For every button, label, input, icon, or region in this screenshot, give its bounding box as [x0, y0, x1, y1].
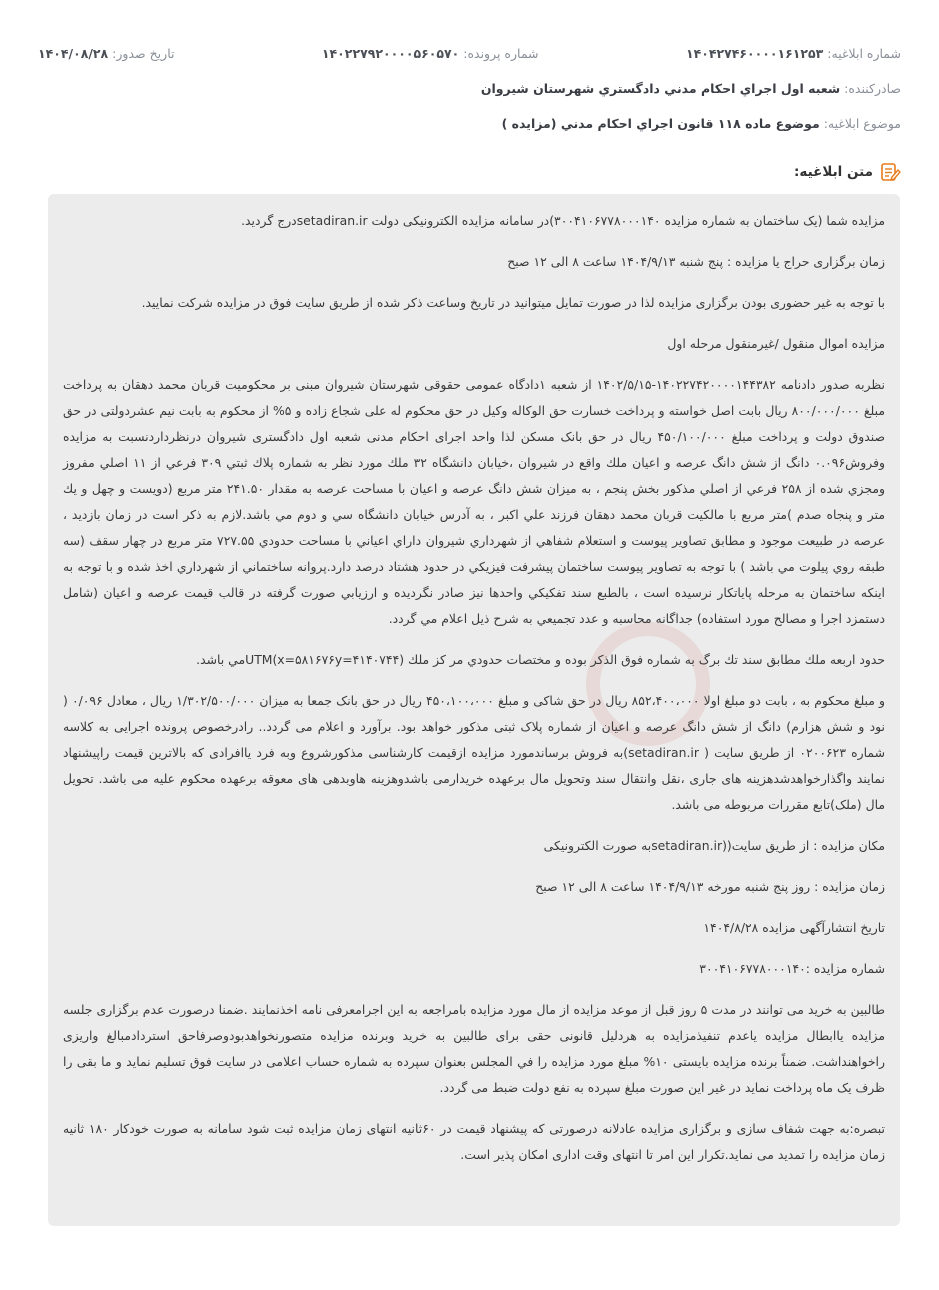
paragraph-auction-time: زمان برگزاری حراج یا مزایده : پنج شنبه ۱۴۰۴/۹/۱۳ ساعت ۸ الی ۱۲ صبح [507, 254, 885, 269]
paragraph-buyer-terms: طالبین به خرید می توانند در مدت ۵ روز قبل از موعد مزایده از مال مورد مزایده بامراجعه به این اجرامعرفی نامه اخذنمایند .ضمنا درصورت عدم برگزاری جلسه مزایده یاابطال مزایده یاعدم تنفیذمزایده به هردلیل قانونی حقی برای طالبین به خرید وبرنده مزایده متصورنخواهدبودوصرفاحق استردادمبالغ واریزی راخواهنداشت. ضمناً برنده مزایده بایستی ۱۰% مبلغ مورد مزایده را في المجلس بعنوان سپرده به شماره حساب اعلامی در سایت فوق تسلیم نماید و ما بقی را ظرف یک ماه پرداخت نماید در غیر این صورت مبلغ سپرده به نفع دولت ضبط می گردد. [63, 1002, 885, 1095]
issue-date [38, 46, 174, 66]
case-number [322, 46, 539, 66]
document-edit-icon [879, 161, 901, 183]
case-number-value: ۱۴۰۲۲۷۹۲۰۰۰۰۵۶۰۵۷۰ [321, 46, 460, 61]
paragraph-auction-stage: مزایده اموال منقول /غیرمنقول مرحله اول [667, 336, 885, 351]
paragraph-publish-date: تاریخ انتشارآگهی مزایده ۱۴۰۴/۸/۲۸ [703, 920, 885, 935]
paragraph-boundaries: حدود اربعه ملك مطابق سند تك برگ به شماره فوق الذكر بوده و مختصات حدودي مر كز ملك (UTM(x=۵۸۱۶۷۶y=۴۱۴۰۷۴۴مي باشد. [196, 652, 885, 667]
issuer-label: صادرکننده: [844, 81, 901, 96]
notice-number-value: ۱۴۰۴۲۷۴۶۰۰۰۰۱۶۱۲۵۳ [685, 46, 824, 61]
case-number-label: شماره پرونده: [463, 46, 539, 61]
issue-date-label: تاریخ صدور: [112, 46, 175, 61]
paragraph-note: تبصره:به جهت شفاف سازی و برگزاری مزایده عادلانه درصورتی که پیشنهاد قیمت در ۶۰ثانیه انتهای زمان مزایده ثبت شود سامانه به صورت خودکار ۱۸۰ ثانیه زمان مزایده را تمدید می نماید.تکرار این امر تا انتهای وقت اداری امکان پذیر است. [63, 1121, 885, 1162]
paragraph-auction-number: شماره مزایده :۳۰۰۴۱۰۶۷۷۸۰۰۰۱۴۰ [699, 961, 885, 976]
issue-date-value: ۱۴۰۴/۰۸/۲۸ [38, 46, 109, 61]
issuer-row [38, 81, 901, 96]
paragraph-auction-place: مکان مزایده : از طریق سایت((setadiran.irبه صورت الکترونیکی [543, 838, 885, 853]
issuer-value: شعبه اول اجراي احكام مدني دادگستري شهرستان شيروان [480, 81, 841, 96]
notice-number-label: شماره ابلاغیه: [827, 46, 901, 61]
subject-value: موضوع ماده ۱۱۸ قانون اجراي احكام مدني (مزايده ) [501, 116, 820, 131]
notice-text-box [48, 194, 900, 1226]
subject-row [38, 116, 901, 131]
paragraph-property-description: نظربه صدور دادنامه ۱۴۰۲۲۷۴۲۰۰۰۰۱۴۴۳۸۲-۱۴۰۲/۵/۱۵ از شعبه ۱دادگاه عمومی حقوقی شهرستان شیروان مبنی بر محکومیت قربان محمد دهقان به پرداخت مبلغ ۸۰۰/۰۰۰/۰۰۰ ریال بابت اصل خواسته و پرداخت خسارت حق الوکاله وکیل در حق محکوم له علی شجاع زاده و ۵% از محکوم به بابت نیم عشردولتی در حق صندوق دولت و پرداخت مبلغ ۴۵۰/۱۰۰/۰۰۰ ریال در حق بانک مسکن لذا واحد اجرای احکام مدنی شعبه اول دادگستری شیروان درنظرداردنسبت به مزایده وفروش۰.۰۹۶ دانگ از شش دانگ عرصه و اعیان ملك واقع در شیروان ،خیابان دانشگاه ۳۲ ملك مورد نظر به شماره پلاك ثبتي ۳۰۹ فرعي از ۱۱ اصلي مفروز ومجزي شده از ۲۵۸ فرعي از اصلي مذكور بخش پنجم ، به ميزان شش دانگ عرصه و اعيان با مساحت عرصه به مقدار ۲۴۱.۵۰ متر مربع (دويست و چهل و يك متر و پنجاه صدم )متر مربع با مالكيت قربان محمد دهقان فرزند علي اكبر ، به آدرس خيابان دانشگاه سي و دوم مي باشد.لازم به ذكر است در زمان بازديد ، عرصه در طبيعت موجود و مطابق تصاوير پيوست و استعلام شفاهي از شهرداري شيروان داراي اعياني با مساحت حدودي ۷۲۷.۵۵ متر مربع در چهار سقف (سه طبقه روي پيلوت مي باشد ) با توجه به تصاوير پيوست ساختمان پيشرفت فيزيكي در حدود هشتاد درصد دارد.پروانه ساختماني از شهرداري اخذ شده و با توجه به اينكه ساختمان به مرحله پاياتكار نرسيده است ، بالطبع سند تفكيكي واحدها نيز صادر نگرديده و ارزيابي صورت گرفته در قالب قيمت عرصه و اعيان (شامل دستمزد اجرا و مصالح مورد استفاده) جداگانه محاسبه و عدد تجميعي به شرح ذيل اعلام مي گردد. [63, 377, 886, 626]
notice-number [686, 46, 901, 66]
notice-text-heading [794, 161, 901, 183]
paragraph-auction-date: زمان مزایده : روز پنج شنبه مورخه ۱۴۰۴/۹/۱۳ ساعت ۸ الی ۱۲ صبح [535, 879, 885, 894]
paragraph-judgment-amount: و مبلغ محکوم به ، بابت دو مبلغ اولا ۸۵۲،۴۰۰،۰۰۰ ریال در حق شاکی و مبلغ ۴۵۰،۱۰۰،۰۰۰ ریال در حق بانک جمعا به میزان ۱/۳۰۲/۵۰۰/۰۰۰ ریال ، معادل ۰/۰۹۶ ( نود و شش هزارم) دانگ از شش دانگ عرصه و اعیان از شماره پلاک ثبتی مذکور خواهد بود. برآورد و اعلام می گردد.. رادرخصوص پرونده اجرایی به کلاسه شماره ۰۲۰۰۶۲۳ از طریق سایت ( setadiran.ir)به فروش برساندمورد مزایده ازقیمت کارشناسی مذکورشروع وبه فرد یاافرادی که بالاترین قیمت راپیشنهاد نمایند واگذارخواهدشدهزینه های جاری ،نقل وانتقال سند وتحویل مال برعهده خریدارمی باشدوهزینه هاوبدهی های معوقه برعهده محکوم علیه می باشد. تحویل مال (ملک)تابع مقررات مربوطه می باشد. [63, 693, 885, 812]
paragraph-online-participation: با توجه به غیر حضوری بودن برگزاری مزایده لذا در صورت تمایل میتوانید در تاریخ وساعت ذکر شده از طریق سایت فوق در مزایده شرکت نمایید. [141, 295, 885, 310]
paragraph-registration: مزایده شما (یک ساختمان به شماره مزایده ۳۰۰۴۱۰۶۷۷۸۰۰۰۱۴۰)در سامانه مزایده الکترونیکی دولت setadiran.irدرج گردید. [241, 213, 885, 228]
subject-label: موضوع ابلاغیه: [823, 116, 901, 131]
notice-meta-row [38, 46, 901, 66]
notice-text-title: متن ابلاغیه: [794, 164, 873, 180]
